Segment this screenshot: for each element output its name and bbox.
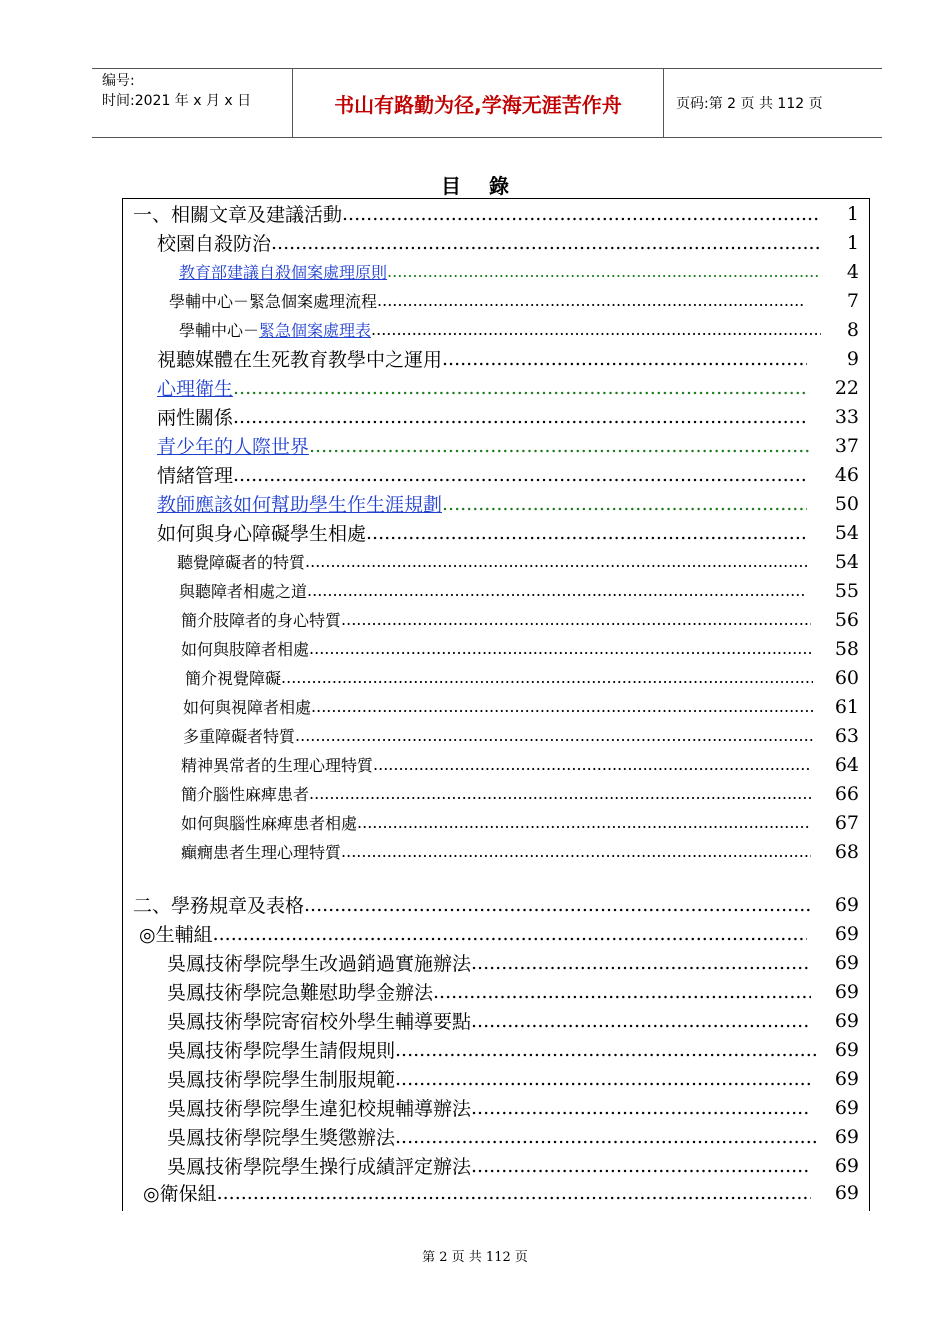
toc-entry-page: 56	[834, 608, 859, 631]
toc-entry-page: 33	[834, 405, 859, 428]
toc-entry-text: 視聽媒體在生死教育教學中之運用	[157, 349, 443, 371]
toc-entry[interactable]	[123, 750, 869, 779]
toc-entry[interactable]	[123, 199, 869, 228]
toc-entry-page: 69	[834, 1038, 859, 1061]
toc-entry[interactable]	[123, 1064, 869, 1093]
toc-entry-page: 50	[834, 492, 859, 515]
toc-entry-page: 69	[834, 951, 859, 974]
toc-entry-text: 吳鳳技術學院寄宿校外學生輔導要點	[167, 1011, 472, 1033]
toc-entry-text: 吳鳳技術學院學生請假規則	[167, 1040, 396, 1062]
toc-entry-page: 69	[834, 1009, 859, 1032]
toc-entry[interactable]	[123, 518, 869, 547]
toc-entry[interactable]	[123, 1093, 869, 1122]
toc-entry-page: 8	[846, 318, 859, 341]
toc-entry-page: 1	[846, 231, 859, 254]
toc-entry-text: 吳鳳技術學院學生操行成績評定辦法	[167, 1156, 472, 1178]
toc-entry[interactable]	[123, 919, 869, 948]
toc-entry-page: 1	[846, 202, 859, 225]
toc-entry[interactable]	[123, 1178, 869, 1207]
toc-entry-page: 4	[846, 260, 859, 283]
toc-entry[interactable]	[123, 692, 869, 721]
toc-entry-page: 69	[834, 922, 859, 945]
toc-entry[interactable]	[123, 228, 869, 257]
toc-entry-page: 7	[846, 289, 859, 312]
toc-entry-text: 與聽障者相處之道	[179, 582, 308, 601]
toc-entry-text: 二、學務規章及表格	[133, 895, 305, 917]
toc-title: 目錄	[441, 174, 537, 198]
toc-entry-page: 37	[834, 434, 859, 457]
toc-entry-text: 吳鳳技術學院學生獎懲辦法	[167, 1127, 396, 1149]
toc-entry[interactable]	[123, 547, 869, 576]
toc-entry-page: 55	[834, 579, 859, 602]
toc-entry-text: 簡介肢障者的身心特質	[181, 611, 342, 630]
toc-entry-page: 69	[834, 893, 859, 916]
toc-entry[interactable]	[123, 576, 869, 605]
toc-entry-text: 癲癇患者生理心理特質	[181, 843, 342, 862]
toc-entry[interactable]	[123, 977, 869, 1006]
toc-entry-text: 多重障礙者特質	[183, 727, 296, 746]
page-footer: 第 2 页 共 112 页	[422, 1250, 528, 1265]
toc-entry-text: 吳鳳技術學院學生改過銷過實施辦法	[167, 953, 472, 975]
toc-entry[interactable]	[123, 663, 869, 692]
toc-entry-page: 67	[834, 811, 859, 834]
toc-entry[interactable]	[123, 890, 869, 919]
toc-entry[interactable]	[123, 1035, 869, 1064]
toc-entry-page: 54	[834, 550, 859, 573]
toc-entry-text: 如何與腦性麻痺患者相處	[181, 814, 358, 833]
toc-entry-page: 69	[834, 1181, 859, 1204]
header-page-info: 页码:第 2 页 共 112 页	[676, 96, 823, 112]
toc-entry[interactable]	[123, 779, 869, 808]
toc-box	[122, 198, 870, 1211]
toc-entry-page: 68	[834, 840, 859, 863]
toc-entry[interactable]	[123, 605, 869, 634]
toc-entry[interactable]	[123, 402, 869, 431]
toc-entry-page: 69	[834, 1125, 859, 1148]
number-label: 编号:	[102, 73, 135, 89]
toc-entry-page: 58	[834, 637, 859, 660]
toc-entry-text: 聽覺障礙者的特質	[177, 553, 306, 572]
toc-entry[interactable]	[123, 837, 869, 866]
toc-entry[interactable]	[123, 344, 869, 373]
toc-entry[interactable]	[123, 373, 869, 402]
toc-entry-page: 66	[834, 782, 859, 805]
toc-entry-page: 46	[834, 463, 859, 486]
toc-entry-page: 69	[834, 1067, 859, 1090]
toc-entry-text: 如何與肢障者相處	[181, 640, 310, 659]
toc-entry-link[interactable]: 心理衛生	[157, 378, 234, 400]
toc-entry-text: 精神異常者的生理心理特質	[181, 756, 374, 775]
toc-entry[interactable]	[123, 721, 869, 750]
toc-entry-link[interactable]: 教育部建議自殺個案處理原則	[179, 263, 388, 282]
toc-entry[interactable]	[123, 431, 869, 460]
toc-entry[interactable]	[123, 257, 869, 286]
toc-entry-page: 69	[834, 980, 859, 1003]
toc-entry[interactable]	[123, 1151, 869, 1180]
toc-entry-page: 22	[834, 376, 859, 399]
toc-entry-page: 9	[846, 347, 859, 370]
toc-entry-text: ◎衛保組	[143, 1183, 217, 1205]
toc-entry-text: 如何與身心障礙學生相處	[157, 523, 367, 545]
header-meta	[92, 69, 292, 137]
toc-entry[interactable]	[123, 489, 869, 518]
header-motto: 书山有路勤为径,学海无涯苦作舟	[292, 69, 664, 137]
toc-entry-page: 69	[834, 1096, 859, 1119]
toc-entry-page: 54	[834, 521, 859, 544]
toc-entry-text: 簡介視覺障礙	[185, 669, 282, 688]
toc-entry-link[interactable]: 緊急個案處理表	[259, 321, 372, 340]
toc-entry[interactable]	[123, 1122, 869, 1151]
toc-entry-text: 兩性關係	[157, 407, 234, 429]
toc-entry[interactable]	[123, 286, 869, 315]
toc-entry-page: 60	[834, 666, 859, 689]
toc-entry[interactable]	[123, 460, 869, 489]
page-header	[92, 68, 882, 138]
toc-entry-text: 如何與視障者相處	[183, 698, 312, 717]
toc-entry-text: 吳鳳技術學院學生制服規範	[167, 1069, 396, 1091]
toc-entry-text: ◎生輔組	[139, 924, 213, 946]
toc-entry-page: 61	[834, 695, 859, 718]
toc-entry-page: 63	[834, 724, 859, 747]
toc-entry-text: 學輔中心－	[179, 321, 260, 340]
toc-entry-page: 64	[834, 753, 859, 776]
toc-entry-text: 一、相關文章及建議活動	[133, 204, 343, 226]
toc-entry-page: 69	[834, 1154, 859, 1177]
toc-entry-text: 吳鳳技術學院急難慰助學金辦法	[167, 982, 434, 1004]
toc-entry[interactable]	[123, 948, 869, 977]
toc-entry[interactable]	[123, 808, 869, 837]
toc-entry-text: 學輔中心－緊急個案處理流程	[169, 292, 378, 311]
toc-entry-text: 校園自殺防治	[157, 233, 272, 255]
toc-entry-text: 簡介腦性麻痺患者	[181, 785, 310, 804]
toc-entry-link[interactable]: 教師應該如何幫助學生作生涯規劃	[157, 494, 443, 516]
toc-entry[interactable]	[123, 1006, 869, 1035]
toc-entry-text: 情緒管理	[157, 465, 234, 487]
toc-entry-text: 吳鳳技術學院學生違犯校規輔導辦法	[167, 1098, 472, 1120]
toc-entry-link[interactable]: 青少年的人際世界	[157, 436, 310, 458]
toc-entry[interactable]	[123, 315, 869, 344]
toc-entry[interactable]	[123, 634, 869, 663]
time-label: 时间:2021 年 x 月 x 日	[102, 93, 252, 109]
